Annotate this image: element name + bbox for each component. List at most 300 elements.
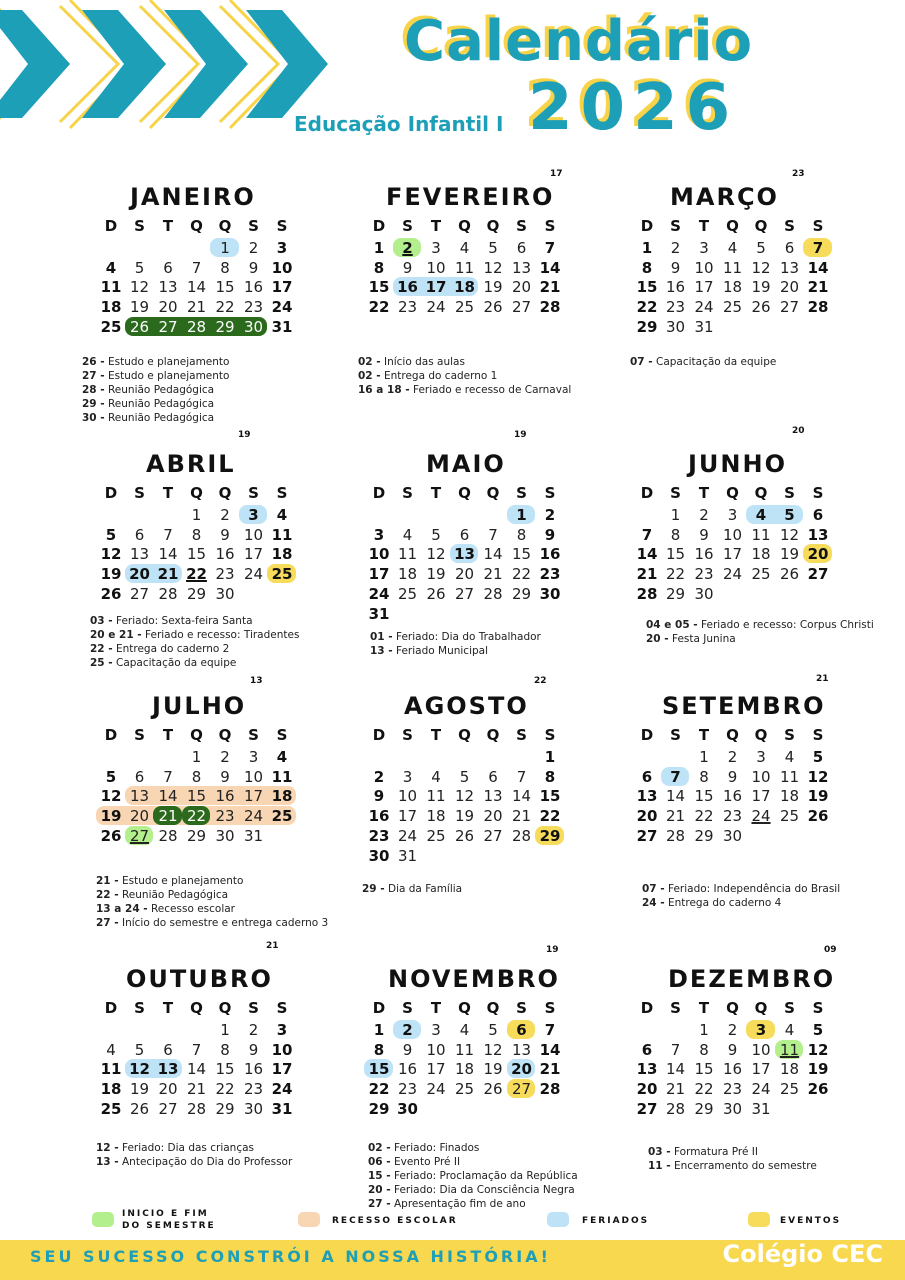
weekday-header: S (134, 217, 145, 235)
day-cell: 17 (397, 807, 418, 826)
day-cell: 25 (454, 298, 475, 317)
day-cell: 5 (488, 239, 498, 257)
weekday-header: S (544, 726, 556, 744)
note-text: Reunião Pedagógica (121, 889, 229, 901)
note-key: 22 - (90, 643, 113, 655)
note-text: Estudo e planejamento (121, 875, 244, 887)
weekday-header: D (104, 217, 118, 235)
day-cell: 17 (271, 278, 293, 297)
day-cell: 25 (426, 826, 446, 845)
day-cell: 21 (157, 565, 179, 584)
note-text: Feriado: Finados (393, 1142, 480, 1154)
day-cell: 8 (641, 258, 653, 277)
day-cell: 29 (539, 826, 561, 845)
day-cell: 10 (243, 525, 264, 544)
day-cell: 7 (488, 525, 498, 544)
day-cell: 16 (694, 545, 714, 564)
day-cell: 7 (670, 1040, 681, 1059)
day-cell: 2 (727, 1021, 738, 1039)
note-key: 20 - (646, 633, 669, 645)
day-cell: 1 (544, 748, 556, 766)
day-cell: 20 (511, 278, 532, 297)
day-cell: 19 (483, 278, 503, 297)
day-cell: 26 (426, 584, 446, 603)
weekday-header: T (162, 999, 174, 1017)
day-cell: 14 (158, 787, 178, 806)
day-cell: 13 (636, 1060, 658, 1079)
day-cell: 6 (516, 1021, 527, 1039)
day-cell: 16 (368, 807, 390, 826)
note-key: 13 a 24 - (96, 903, 148, 915)
day-cell: 25 (271, 565, 293, 584)
day-cell: 4 (784, 1021, 795, 1039)
weekday-header: D (372, 484, 386, 502)
day-cell: 23 (539, 565, 561, 584)
day-cell: 25 (100, 1099, 122, 1118)
day-cell: 2 (402, 239, 413, 257)
day-cell: 22 (665, 565, 686, 584)
day-cell: 15 (694, 787, 714, 806)
day-cell: 3 (402, 767, 413, 786)
weekday-header: S (544, 999, 556, 1017)
note-key: 02 - (358, 370, 381, 382)
legend-swatch-recesso (298, 1212, 320, 1227)
day-cell: 27 (158, 1099, 178, 1118)
weekday-header: S (670, 999, 681, 1017)
day-cell: 1 (373, 1021, 385, 1039)
note-key: 29 - (82, 398, 105, 410)
note-line (82, 411, 229, 425)
weekday-header: S (784, 484, 795, 502)
day-cell: 6 (641, 767, 653, 786)
weekday-header: Q (754, 726, 768, 744)
day-cell: 11 (454, 258, 475, 277)
note-key: 29 - (362, 883, 385, 895)
day-cell: 12 (751, 258, 771, 277)
month-name: SETEMBRO (662, 692, 826, 720)
day-cell: 6 (459, 525, 470, 544)
day-cell: 15 (368, 278, 390, 297)
note-key: 20 - (368, 1184, 391, 1196)
day-cell: 15 (186, 545, 207, 564)
day-cell: 9 (248, 1040, 259, 1059)
day-cell: 2 (248, 1021, 259, 1039)
day-cell: 7 (163, 767, 173, 786)
day-cell: 5 (431, 525, 441, 544)
day-cell: 8 (373, 1040, 385, 1059)
day-cell: 7 (670, 767, 681, 786)
day-cell: 4 (727, 239, 738, 257)
weekday-header: D (640, 217, 654, 235)
weekday-header: T (698, 484, 710, 502)
day-cell: 22 (694, 807, 714, 826)
day-cell: 9 (544, 525, 556, 544)
day-cell: 14 (158, 545, 178, 564)
chevron-arrows-graphic (0, 0, 340, 130)
weekday-header: Q (726, 999, 739, 1017)
day-cell: 13 (511, 1040, 532, 1059)
day-cell: 21 (511, 807, 532, 826)
note-line (358, 369, 571, 383)
day-cell: 6 (488, 767, 498, 786)
day-cell: 2 (248, 239, 259, 257)
day-cell: 4 (755, 506, 767, 524)
day-cell: 28 (186, 1099, 207, 1118)
weekday-header: S (276, 999, 288, 1017)
weekday-header: T (162, 484, 174, 502)
day-cell: 1 (373, 239, 385, 257)
day-cell: 29 (511, 584, 532, 603)
weekday-header: S (784, 999, 795, 1017)
weekday-header: T (162, 217, 174, 235)
day-cell: 26 (129, 317, 150, 336)
day-cell: 17 (425, 278, 447, 297)
day-cell: 1 (699, 748, 709, 766)
weekday-header: S (812, 217, 824, 235)
day-cell: 19 (807, 787, 829, 806)
day-cell: 1 (699, 1021, 709, 1039)
day-cell: 16 (722, 787, 743, 806)
day-cell: 14 (511, 787, 532, 806)
note-line (370, 644, 541, 658)
day-cell: 5 (756, 239, 766, 257)
day-cell: 22 (511, 565, 532, 584)
day-cell: 25 (271, 807, 293, 826)
note-key: 21 - (96, 875, 119, 887)
day-cell: 9 (373, 787, 385, 806)
note-text: Feriado e recesso: Tiradentes (145, 629, 300, 641)
day-cell: 28 (665, 1099, 686, 1118)
note-line (362, 882, 462, 896)
day-cell: 26 (454, 826, 475, 845)
legend-swatch-eventos (748, 1212, 770, 1227)
weekday-header: D (640, 999, 654, 1017)
note-key: 03 - (90, 615, 113, 627)
note-line (90, 628, 299, 642)
legend-label-recesso: RECESSO ESCOLAR (332, 1216, 458, 1226)
day-cell: 21 (539, 278, 561, 297)
day-cell: 18 (397, 565, 418, 584)
day-cell: 27 (158, 317, 178, 336)
day-cell: 1 (220, 1021, 230, 1039)
day-cell: 17 (243, 545, 264, 564)
day-cell: 2 (699, 506, 709, 524)
school-days-count: 19 (238, 430, 251, 440)
day-cell: 5 (488, 1021, 498, 1039)
day-cell: 26 (100, 584, 122, 603)
note-key: 25 - (90, 657, 113, 669)
day-cell: 5 (134, 258, 145, 277)
day-cell: 10 (271, 1040, 293, 1059)
day-cell: 24 (694, 298, 714, 317)
day-cell: 24 (271, 298, 293, 317)
weekday-header: D (104, 726, 118, 744)
note-text: Feriado: Sexta-feira Santa (115, 615, 253, 627)
day-cell: 21 (186, 298, 207, 317)
legend-swatch-semestre (92, 1212, 114, 1227)
day-cell: 17 (751, 787, 771, 806)
day-cell: 26 (483, 1080, 503, 1099)
day-cell: 29 (186, 826, 207, 845)
school-days-count: 13 (250, 676, 263, 686)
day-cell: 4 (459, 1021, 470, 1039)
note-line (368, 1169, 578, 1183)
day-cell: 17 (751, 1060, 771, 1079)
day-cell: 7 (191, 258, 202, 277)
day-cell: 7 (812, 239, 824, 257)
day-cell: 14 (636, 545, 658, 564)
note-text: Feriado: Dia da Consciência Negra (393, 1184, 575, 1196)
day-cell: 27 (483, 826, 503, 845)
day-cell: 23 (397, 298, 418, 317)
day-cell: 16 (397, 278, 418, 297)
day-cell: 6 (812, 506, 824, 524)
day-cell: 16 (397, 1060, 418, 1079)
day-cell: 28 (539, 298, 561, 317)
month-name: OUTUBRO (126, 965, 273, 993)
day-cell: 28 (158, 584, 178, 603)
note-key: 13 - (96, 1156, 119, 1168)
day-cell: 15 (539, 787, 561, 806)
weekday-header: S (544, 484, 556, 502)
note-key: 11 - (648, 1160, 671, 1172)
day-cell: 10 (426, 258, 446, 277)
note-line (358, 383, 571, 397)
day-cell: 4 (276, 748, 288, 766)
day-cell: 4 (106, 1040, 116, 1059)
note-text: Feriado: Dia das crianças (121, 1142, 254, 1154)
month-name: FEVEREIRO (386, 183, 555, 211)
weekday-header: Q (218, 726, 232, 744)
day-cell: 19 (426, 565, 446, 584)
page-subtitle: Educação Infantil I (294, 112, 504, 136)
note-key: 28 - (82, 384, 105, 396)
day-cell: 15 (215, 1060, 235, 1079)
day-cell: 5 (105, 525, 117, 544)
day-cell: 6 (641, 1040, 653, 1059)
day-cell: 30 (397, 1099, 418, 1118)
day-cell: 23 (243, 298, 264, 317)
day-cell: 13 (129, 787, 150, 806)
weekday-header: Q (486, 484, 500, 502)
day-cell: 12 (483, 258, 503, 277)
day-cell: 28 (636, 584, 658, 603)
day-cell: 11 (100, 1060, 122, 1079)
day-cell: 23 (215, 565, 235, 584)
weekday-header: S (248, 999, 259, 1017)
month-name: DEZEMBRO (668, 965, 836, 993)
note-key: 13 - (370, 645, 393, 657)
day-cell: 13 (158, 278, 178, 297)
day-cell: 24 (271, 1080, 293, 1099)
day-cell: 4 (459, 239, 470, 257)
day-cell: 6 (163, 258, 173, 277)
weekday-header: Q (218, 484, 232, 502)
day-cell: 21 (636, 565, 658, 584)
weekday-header: Q (726, 217, 739, 235)
school-logo-text: Colégio CEC (722, 1240, 883, 1268)
day-cell: 18 (100, 1080, 122, 1099)
day-cell: 23 (243, 1080, 264, 1099)
day-cell: 12 (129, 278, 150, 297)
day-cell: 11 (271, 767, 293, 786)
day-cell: 20 (158, 298, 178, 317)
weekday-header: S (812, 484, 824, 502)
school-days-count: 22 (534, 676, 547, 686)
day-cell: 13 (483, 787, 503, 806)
day-cell: 19 (779, 545, 800, 564)
day-cell: 7 (516, 767, 527, 786)
month-notes (96, 1141, 292, 1169)
day-cell: 6 (134, 525, 145, 544)
note-line (96, 1155, 292, 1169)
day-cell: 16 (539, 545, 561, 564)
note-line (648, 1159, 817, 1173)
weekday-header: Q (458, 217, 471, 235)
weekday-header: T (698, 726, 710, 744)
day-cell: 2 (670, 239, 681, 257)
day-cell: 12 (483, 1040, 503, 1059)
note-line (368, 1141, 578, 1155)
weekday-header: S (248, 484, 259, 502)
day-cell: 1 (191, 748, 202, 766)
weekday-header: T (430, 484, 442, 502)
day-cell: 7 (163, 525, 173, 544)
day-cell: 26 (129, 1099, 150, 1118)
day-cell: 8 (191, 525, 202, 544)
day-cell: 27 (807, 565, 829, 584)
day-cell: 14 (186, 1060, 207, 1079)
day-cell: 10 (426, 1040, 446, 1059)
day-cell: 20 (636, 1080, 658, 1099)
day-cell: 25 (454, 1080, 475, 1099)
legend-label-feriados: FERIADOS (582, 1216, 650, 1226)
weekday-header: D (372, 726, 386, 744)
day-cell: 26 (100, 826, 122, 845)
note-key: 03 - (648, 1146, 671, 1158)
month-name: ABRIL (146, 450, 236, 478)
day-cell: 29 (694, 826, 714, 845)
note-line (648, 1145, 817, 1159)
school-days-count: 20 (792, 426, 805, 436)
weekday-header: S (248, 726, 259, 744)
weekday-header: S (784, 726, 795, 744)
day-cell: 8 (516, 525, 527, 544)
note-text: Festa Junina (671, 633, 736, 645)
note-key: 16 a 18 - (358, 384, 410, 396)
weekday-header: Q (754, 217, 768, 235)
day-cell: 6 (784, 239, 795, 257)
day-cell: 16 (215, 787, 235, 806)
note-key: 04 e 05 - (646, 619, 698, 631)
day-cell: 25 (751, 565, 771, 584)
day-cell: 2 (220, 748, 230, 766)
note-text: Feriado: Independência do Brasil (667, 883, 841, 895)
weekday-header: S (812, 999, 824, 1017)
school-days-count: 21 (816, 674, 829, 684)
day-cell: 11 (426, 787, 446, 806)
weekday-header: Q (754, 999, 768, 1017)
day-cell: 30 (215, 584, 235, 603)
day-cell: 30 (722, 1099, 743, 1118)
day-cell: 18 (454, 278, 475, 297)
day-cell: 8 (699, 1040, 709, 1059)
day-cell: 7 (191, 1040, 202, 1059)
day-cell: 23 (397, 1080, 418, 1099)
day-cell: 15 (215, 278, 235, 297)
day-cell: 22 (368, 1080, 390, 1099)
note-line (90, 614, 299, 628)
day-cell: 21 (665, 807, 686, 826)
day-cell: 19 (483, 1060, 503, 1079)
day-cell: 5 (459, 767, 470, 786)
day-cell: 17 (694, 278, 714, 297)
day-cell: 8 (670, 525, 681, 544)
day-cell: 21 (483, 565, 503, 584)
day-cell: 24 (751, 807, 771, 826)
weekday-header: D (640, 726, 654, 744)
day-cell: 12 (454, 787, 475, 806)
day-cell: 20 (779, 278, 800, 297)
day-cell: 30 (539, 584, 561, 603)
note-text: Dia da Família (387, 883, 463, 895)
day-cell: 29 (215, 1099, 235, 1118)
day-cell: 15 (636, 278, 658, 297)
day-cell: 9 (727, 767, 738, 786)
legend-swatch-feriados (547, 1212, 569, 1227)
day-cell: 5 (812, 748, 824, 766)
note-text: Capacitação da equipe (655, 356, 777, 368)
note-key: 26 - (82, 356, 105, 368)
day-cell: 10 (368, 545, 390, 564)
month-notes (82, 355, 229, 425)
day-cell: 3 (431, 1021, 441, 1039)
day-cell: 3 (248, 748, 259, 766)
day-cell: 28 (665, 826, 686, 845)
note-text: Início do semestre e entrega caderno 3 (121, 917, 329, 929)
day-cell: 3 (756, 748, 766, 766)
day-cell: 19 (751, 278, 771, 297)
day-cell: 12 (779, 525, 800, 544)
day-cell: 5 (105, 767, 117, 786)
day-cell: 22 (368, 298, 390, 317)
day-cell: 4 (276, 506, 288, 524)
weekday-header: Q (486, 217, 500, 235)
weekday-header: S (134, 484, 145, 502)
day-cell: 15 (694, 1060, 714, 1079)
day-cell: 27 (511, 298, 532, 317)
day-cell: 20 (158, 1080, 178, 1099)
day-cell: 27 (454, 584, 475, 603)
day-cell: 25 (100, 317, 122, 336)
month-notes (648, 1145, 817, 1173)
day-cell: 2 (402, 1021, 413, 1039)
note-text: Reunião Pedagógica (107, 398, 215, 410)
day-cell: 3 (276, 1021, 288, 1039)
month-name: NOVEMBRO (388, 965, 560, 993)
day-cell: 11 (779, 767, 800, 786)
note-text: Recesso escolar (150, 903, 235, 915)
day-cell: 28 (186, 317, 207, 336)
day-cell: 29 (186, 584, 207, 603)
day-cell: 2 (544, 506, 556, 524)
day-cell: 18 (454, 1060, 475, 1079)
day-cell: 10 (751, 1040, 771, 1059)
day-cell: 13 (779, 258, 800, 277)
day-cell: 3 (276, 239, 288, 257)
legend-label-semestre-2: DO SEMESTRE (122, 1221, 216, 1231)
day-cell: 28 (807, 298, 829, 317)
